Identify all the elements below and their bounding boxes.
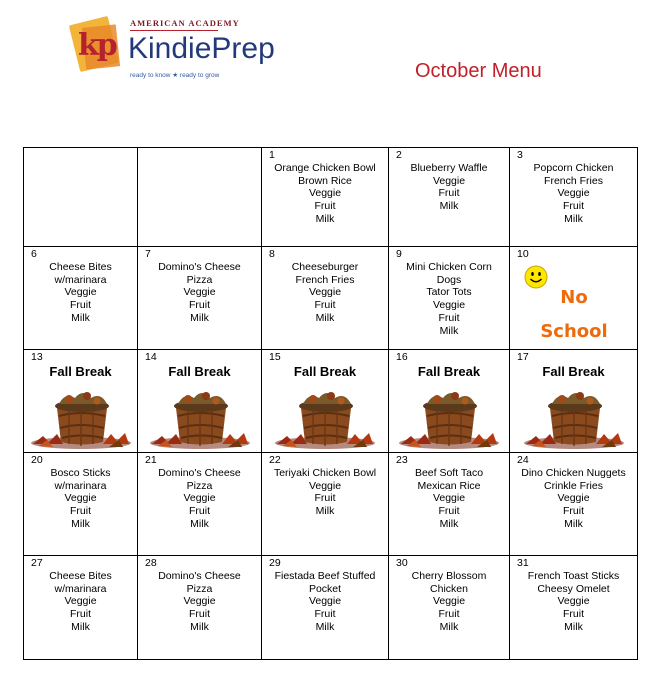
day-number: 24: [517, 454, 529, 466]
autumn-leaves-basket-icon: [522, 386, 626, 450]
menu-item: French Fries: [544, 174, 603, 187]
menu-item: w/marinara: [54, 479, 107, 492]
menu-item: Veggie: [557, 492, 590, 505]
menu-item: Milk: [439, 324, 459, 337]
calendar-week-row: [24, 148, 638, 247]
day-number: 21: [145, 454, 157, 466]
fall-break-label: Fall Break: [417, 364, 481, 379]
menu-item: Brown Rice: [298, 174, 352, 187]
empty-day-cell: [24, 148, 138, 247]
menu-item: Mexican Rice: [417, 479, 481, 492]
day-cell-3: [510, 148, 638, 247]
menu-item: Fruit: [314, 200, 336, 213]
day-number: 29: [269, 557, 281, 569]
day-number: 20: [31, 454, 43, 466]
menu-item: Cheese Bites: [49, 261, 112, 273]
menu-item: Milk: [564, 212, 583, 225]
menu-item: French Fries: [295, 273, 355, 286]
day-cell-20: [24, 453, 138, 556]
menu-items: [510, 453, 637, 531]
day-cell-6: [24, 247, 138, 350]
menu-items: [24, 247, 137, 325]
day-number: 6: [31, 248, 37, 260]
menu-items: [510, 556, 637, 634]
day-number: 17: [517, 351, 529, 363]
menu-item: Veggie: [557, 595, 590, 608]
day-number: 1: [269, 149, 275, 161]
menu-item: Veggie: [557, 187, 590, 200]
calendar-week-row: [24, 350, 638, 453]
menu-item: Veggie: [308, 286, 342, 299]
day-cell-10: [510, 247, 638, 350]
menu-item: Milk: [71, 517, 90, 530]
day-cell-17: [510, 350, 638, 453]
day-number: 9: [396, 248, 402, 260]
menu-item: Veggie: [308, 187, 342, 200]
menu-item: Fruit: [563, 200, 584, 213]
menu-item: Fruit: [563, 608, 584, 621]
menu-item: Milk: [439, 620, 459, 633]
menu-item: Domino's Cheese: [158, 467, 241, 479]
day-cell-1: [262, 148, 389, 247]
logo-mark: kp: [78, 28, 116, 63]
menu-item: Fruit: [438, 608, 460, 621]
day-number: 2: [396, 149, 402, 161]
menu-item: Popcorn Chicken: [533, 162, 614, 174]
menu-item: Fruit: [314, 608, 336, 621]
menu-item: Milk: [439, 517, 459, 530]
menu-item: Cheese Bites: [49, 570, 112, 582]
menu-item: Veggie: [432, 174, 466, 187]
logo-underline: [130, 30, 218, 31]
fall-break-label: Fall Break: [293, 364, 357, 379]
menu-item: Chicken: [430, 582, 468, 595]
menu-item: Fruit: [189, 299, 210, 312]
menu-item: French Toast Sticks: [527, 570, 620, 582]
autumn-leaves-basket-icon: [29, 386, 133, 450]
day-number: 13: [31, 351, 43, 363]
menu-item: Milk: [564, 620, 583, 633]
day-cell-23: [389, 453, 510, 556]
menu-item: Blueberry Waffle: [410, 162, 488, 174]
menu-item: Fruit: [438, 505, 460, 518]
day-number: 10: [517, 248, 529, 260]
calendar-week-row: [24, 247, 638, 350]
menu-item: Milk: [71, 311, 90, 324]
menu-item: Milk: [71, 620, 90, 633]
menu-item: Crinkle Fries: [544, 479, 603, 492]
menu-item: Fruit: [438, 187, 460, 200]
menu-item: Bosco Sticks: [50, 467, 111, 479]
menu-item: Fruit: [438, 311, 460, 324]
menu-item: Milk: [190, 620, 209, 633]
autumn-leaves-basket-icon: [273, 386, 377, 450]
menu-item: Milk: [315, 311, 335, 324]
menu-item: Domino's Cheese: [158, 261, 241, 273]
menu-item: Pizza: [186, 273, 213, 286]
day-number: 28: [145, 557, 157, 569]
menu-item: Milk: [190, 311, 209, 324]
day-number: 23: [396, 454, 408, 466]
menu-item: w/marinara: [54, 582, 107, 595]
menu-item: Veggie: [183, 286, 216, 299]
menu-item: Veggie: [432, 492, 466, 505]
menu-item: w/marinara: [54, 273, 107, 286]
menu-item: Veggie: [64, 492, 97, 505]
page-title: October Menu: [415, 60, 542, 82]
autumn-leaves-basket-icon: [148, 386, 252, 450]
day-number: 16: [396, 351, 408, 363]
menu-item: Veggie: [64, 286, 97, 299]
menu-item: Fruit: [189, 608, 210, 621]
calendar-week-row: [24, 556, 638, 660]
menu-item: Veggie: [432, 595, 466, 608]
menu-item: Veggie: [308, 479, 342, 492]
day-cell-22: [262, 453, 389, 556]
menu-item: Dogs: [436, 273, 462, 286]
day-cell-9: [389, 247, 510, 350]
menu-items: [510, 148, 637, 226]
menu-item: Veggie: [183, 595, 216, 608]
menu-item: Fruit: [70, 608, 91, 621]
menu-item: Pocket: [308, 582, 342, 595]
menu-item: Cheesy Omelet: [537, 582, 610, 595]
menu-item: Teriyaki Chicken Bowl: [273, 467, 377, 479]
menu-items: [262, 148, 388, 226]
menu-item: Fruit: [314, 299, 336, 312]
menu-item: Cheeseburger: [291, 261, 359, 273]
day-cell-24: [510, 453, 638, 556]
menu-items: [138, 247, 261, 325]
menu-item: Fruit: [70, 505, 91, 518]
day-cell-29: [262, 556, 389, 660]
menu-item: Milk: [315, 505, 335, 518]
day-cell-7: [138, 247, 262, 350]
menu-item: Milk: [190, 517, 209, 530]
day-cell-2: [389, 148, 510, 247]
menu-item: Cherry Blossom: [411, 570, 487, 582]
menu-item: Veggie: [308, 595, 342, 608]
day-cell-8: [262, 247, 389, 350]
day-cell-27: [24, 556, 138, 660]
menu-items: [262, 247, 388, 325]
day-number: 3: [517, 149, 523, 161]
day-number: 22: [269, 454, 281, 466]
menu-item: Beef Soft Taco: [414, 467, 484, 479]
day-number: 27: [31, 557, 43, 569]
menu-calendar: [23, 147, 638, 660]
day-number: 15: [269, 351, 281, 363]
day-cell-31: [510, 556, 638, 660]
empty-day-cell: [138, 148, 262, 247]
menu-item: Fruit: [70, 299, 91, 312]
menu-item: Tator Tots: [426, 286, 472, 299]
day-number: 8: [269, 248, 275, 260]
day-cell-16: [389, 350, 510, 453]
logo-name-text: KindiePrep: [128, 32, 275, 65]
kindieprep-logo: [72, 14, 302, 84]
menu-item: Mini Chicken Corn: [406, 261, 492, 273]
menu-items: [389, 148, 509, 213]
menu-item: Milk: [315, 620, 335, 633]
autumn-leaves-basket-icon: [397, 386, 501, 450]
menu-item: Dino Chicken Nuggets: [521, 467, 626, 479]
logo-tagline-text: ready to know ★ ready to grow: [130, 72, 220, 79]
day-cell-15: [262, 350, 389, 453]
day-cell-14: [138, 350, 262, 453]
menu-item: Veggie: [64, 595, 97, 608]
menu-items: [389, 247, 509, 337]
day-number: 14: [145, 351, 157, 363]
menu-item: Veggie: [432, 299, 466, 312]
menu-item: Veggie: [183, 492, 216, 505]
day-cell-28: [138, 556, 262, 660]
day-number: 31: [517, 557, 529, 569]
menu-item: Fruit: [189, 505, 210, 518]
calendar-week-row: [24, 453, 638, 556]
no-school-label: No School: [540, 287, 608, 342]
menu-item: Fruit: [563, 505, 584, 518]
menu-item: Orange Chicken Bowl: [274, 162, 376, 174]
fall-break-label: Fall Break: [542, 364, 605, 379]
menu-item: Milk: [439, 200, 459, 213]
menu-item: Pizza: [186, 582, 213, 595]
menu-item: Fiestada Beef Stuffed: [274, 570, 376, 582]
fall-break-label: Fall Break: [49, 364, 112, 379]
menu-item: Domino's Cheese: [158, 570, 241, 582]
day-number: 30: [396, 557, 408, 569]
day-cell-30: [389, 556, 510, 660]
logo-academy-text: AMERICAN ACADEMY: [130, 18, 240, 28]
menu-item: Milk: [315, 212, 335, 225]
fall-break-label: Fall Break: [168, 364, 231, 379]
day-cell-21: [138, 453, 262, 556]
day-number: 7: [145, 248, 151, 260]
menu-item: Pizza: [186, 479, 213, 492]
menu-item: Milk: [564, 517, 583, 530]
day-cell-13: [24, 350, 138, 453]
menu-item: Fruit: [314, 492, 336, 505]
